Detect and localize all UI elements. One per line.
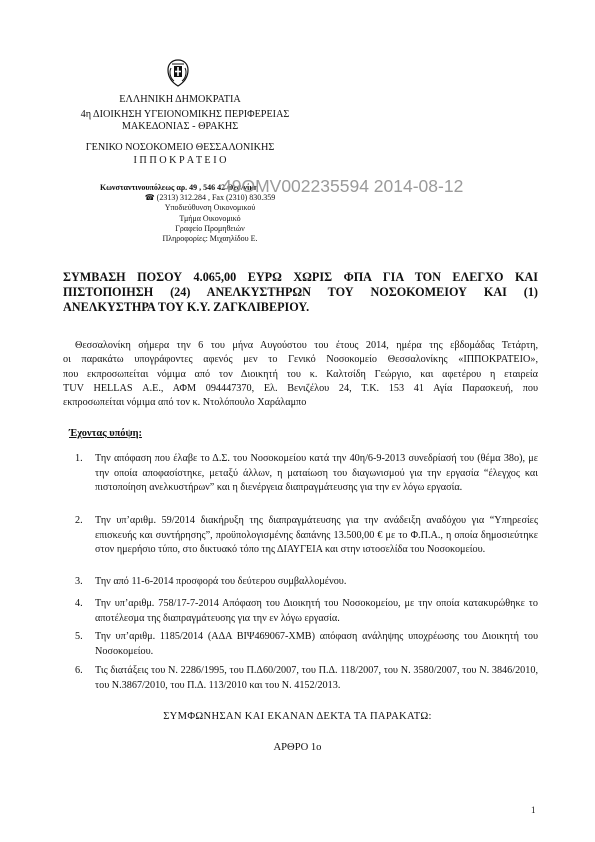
header-country: ΕΛΛΗΝΙΚΗ ΔΗΜΟΚΡΑΤΙΑ	[119, 94, 241, 105]
list-item-text: Την υπ’αριθμ. 59/2014 διακήρυξη της διαπραγμάτευσης για την ανάδειξη αναδόχου για “Υπηρεσίες επισκευής και συντήρησης”, προϋπολογισμένης δαπάνης 13.500,00 € με το Φ.Π.Α., η οποία δημοσιεύτηκε στον ημερήσιο τύπο, στο δικτυακό τόπο της ΔΙΑΥΓΕΙΑ και στην ιστοσελίδα του Νοσοκομείου.	[95, 515, 538, 555]
greek-coat-of-arms-icon	[163, 58, 193, 88]
intro-line: Θεσσαλονίκη σήμερα την 6 του μήνα Αυγούστου του έτους 2014, ημέρα της εβδομάδας Τετάρτη,	[75, 340, 538, 351]
considering-label: Έχοντας υπόψη:	[69, 428, 142, 439]
address-info: Πληροφορίες: Μιχαηλίδου Ε.	[162, 234, 258, 244]
address-directorate: Υποδιεύθυνση Οικονομικού	[164, 203, 256, 213]
address-department: Τμήμα Οικονομικό	[179, 213, 241, 223]
list-item-number: 6.	[75, 665, 83, 676]
diavgeia-watermark: 49ΟΜV002235594 2014-08-12	[222, 176, 464, 196]
list-item-number: 4.	[75, 598, 83, 609]
list-item-text: Την υπ’αριθμ. 1185/2014 (ΑΔΑ ΒΙΨ469067-ΧΜΒ) απόφαση ανάληψης υποχρέωσης του Διοικητή του Νοσοκομείου.	[95, 631, 538, 657]
address-phone: ☎ (2313) 312.284 , Fax (2310) 830.359	[144, 193, 276, 203]
list-item-number: 2.	[75, 515, 83, 526]
header-hospital-name: ΓΕΝΙΚΟ ΝΟΣΟΚΟΜΕΙΟ ΘΕΣΣΑΛΟΝΙΚΗΣ	[85, 142, 275, 153]
header-hospital-sub: Ι Π Π Ο Κ Ρ Α Τ Ε Ι Ο	[133, 155, 227, 166]
article-heading: ΑΡΘΡΟ 1ο	[273, 742, 322, 753]
list-item-number: 3.	[75, 576, 83, 587]
address-office: Γραφείο Προμηθειών	[175, 223, 245, 233]
intro-line: οι παρακάτω υπογράφοντες αφενός μεν το Γενικό Νοσοκομείο Θεσσαλονίκης «ΙΠΠΟΚΡΑΤΕΙΟ»,	[63, 354, 538, 366]
intro-line: εκπροσωπείται νόμιμα από τον κ. Ντολόπουλο Χαράλαμπο	[63, 397, 307, 409]
list-item-text: Την απόφαση που έλαβε το Δ.Σ. του Νοσοκομείου κατά την 40η/6-9-2013 συνεδρίασή του (θέμα 38ο), με την οποία αποφασίστηκε, μεταξύ άλλων, η ματαίωση του διαγωνισμού για την εργασία “έλεγχος και πιστοποίηση ανελκυστήρων” και η διενέργεια διαπραγμάτευσης για την εν λόγω εργασία.	[95, 453, 538, 493]
list-item-text: Την υπ’αριθμ. 758/17-7-2014 Απόφαση του Διοικητή του Νοσοκομείου, με την οποία κατακυρώθηκε το αποτέλεσμα της διαπραγμάτευσης για την εν λόγω εργασία.	[95, 598, 538, 624]
intro-line: TUV HELLAS Α.Ε., ΑΦΜ 094447370, Ελ. Βενιζέλου 24, Τ.Κ. 153 41 Αγία Παρασκευή, που	[63, 382, 538, 394]
header-health-region: 4η ΔΙΟΙΚΗΣΗ ΥΓΕΙΟΝΟΜΙΚΗΣ ΠΕΡΙΦΕΡΕΙΑΣ	[80, 109, 290, 120]
list-item-text: Τις διατάξεις του Ν. 2286/1995, του Π.Δ60/2007, του Π.Δ. 118/2007, του Ν. 3580/2007, του Ν. 3846/2010, του Ν.3867/2010, του Π.Δ. 113/2010 και του Ν. 4152/2013.	[95, 665, 538, 691]
intro-paragraph	[63, 339, 538, 410]
list-item-number: 1.	[75, 453, 83, 464]
address-street: Κωνσταντινουπόλεως αρ. 49 , 546 42 Θεσ/νίκη	[100, 183, 259, 192]
contract-title: ΣΥΜΒΑΣΗ ΠΟΣΟΥ 4.065,00 ΕΥΡΩ ΧΩΡΙΣ ΦΠΑ ΓΙΑ ΤΟΝ ΕΛΕΓΧΟ ΚΑΙ ΠΙΣΤΟΠΟΙΗΣΗ (24) ΑΝΕΛΚΥΣΤΗΡΩΝ ΤΟΥ ΝΟΣΟΚΟΜΕΙΟΥ ΚΑΙ (1) ΑΝΕΛΚΥΣΤΗΡΑ ΤΟΥ Κ.Υ. ΖΑΓΚΛΙΒΕΡΙΟΥ.	[63, 270, 538, 314]
intro-line: που εκπροσωπείται νόμιμα από τον Διοικητή του κ. Καλτσίδη Γεώργιο, και αφετέρου η εταιρεία	[63, 368, 538, 380]
page-number: 1	[531, 805, 536, 815]
header-region-name: ΜΑΚΕΔΟΝΙΑΣ - ΘΡΑΚΗΣ	[121, 121, 239, 132]
agreement-heading: ΣΥΜΦΩΝΗΣΑΝ ΚΑΙ ΕΚΑΝΑΝ ΔΕΚΤΑ ΤΑ ΠΑΡΑΚΑΤΩ:	[163, 711, 432, 722]
list-item-text: Την από 11-6-2014 προσφορά του δεύτερου συμβαλλομένου.	[95, 576, 347, 587]
list-item-number: 5.	[75, 631, 83, 642]
